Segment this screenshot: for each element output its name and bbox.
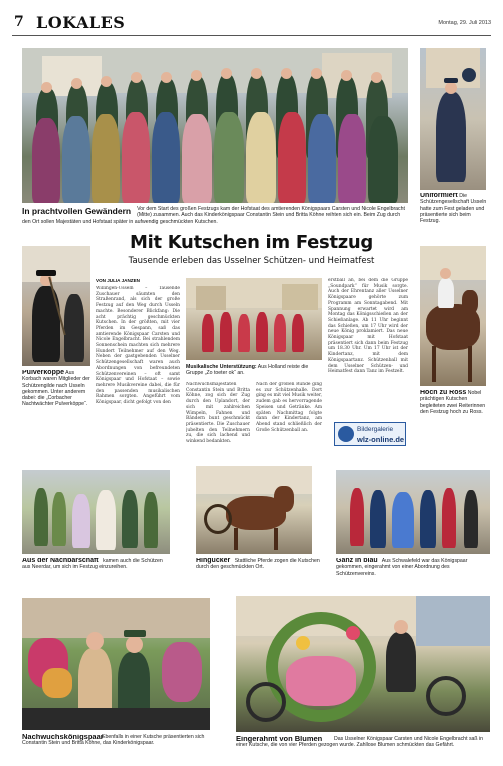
- child-royals-photo: [22, 598, 210, 730]
- pulverkoeppe-caption-text: Aus Korbach waren Mitglieder der Schützengilde nach Usseln gekommen. Unter anderem dabei: die „Corbacher Nachtwächter Pulverköppe“.: [22, 370, 90, 408]
- band-caption: [186, 364, 322, 378]
- article-column-1: Willingen-Usseln – Tausende Zuschauer säumten den Straßenrand, als sich der große Festzug auf den Weg durch Usseln machte. Besonderer Blickfang: Die acht prächtig geschmückten Kutschen. In der größten, mit vier Pferden im Gespann, saß das amtierende Königspaar Carsten und Nicole Engelbracht. Bei strahlendem Sonnenschein machten sich mehrere Hundert Teilnehmer auf den Weg. Neben der gastgebenden Usselner Schützengesellschaft waren auch Abordnungen von befreundeten Schützenvereinen – oft samt Königspaar und Hofstaat – sowie mehrere Musikvereine dabei, die für den passenden musikalischen Rahmen sorgten. Angeführt vom Königspaar, dicht gefolgt von den: [96, 286, 180, 406]
- band-caption-title: Musikalische Unterstützung:: [186, 364, 257, 370]
- horses-caption-text: Stattliche Pferde zogen die Kutschen durch den geschmückten Ort.: [196, 558, 320, 571]
- blue-caption-text: Aus Schwalefeld war das Königspaar gekommen, eingerahmt von einer Abordnung des Schützenvereins.: [336, 558, 468, 577]
- header-rule: [12, 35, 491, 36]
- article-headline: Mit Kutschen im Festzug: [129, 232, 374, 253]
- gallery-link-box[interactable]: [334, 422, 406, 446]
- uniform-photo: [420, 48, 486, 190]
- article-byline: VON JULIA JANZEN: [96, 278, 140, 283]
- uniform-caption-text: Die Schützengesellschaft Usseln hatte zum Fest geladen und präsentierte sich beim Festzug.: [420, 193, 487, 223]
- article-column-3: erstball an, bei dem die Gruppe „Soundpark“ für Musik sorgte. Auch der Ehrentanz aller Usselner Königspaare gehörte zum Programm am Sonntagabend. Mit Spannung erwartet wird am Montag das Königsschießen an der Schießanlage. Ab 11 Uhr beginnt das Schießen, um 17 Uhr wird der neue König proklamiert. Das neue Königspaar mit Hofstaat präsentiert sich dann beim Festzug um 18.30 Uhr. Um 17 Uhr ist der Kindertanz, mit dem Königspaartanz. Schützenball mit dem Usselner Schützen- und Heimatfest dann Tanz im Festzelt.: [328, 278, 408, 375]
- flower-carriage-caption-text: Das Usselner Königspaar Carsten und Nicole Engelbracht saß in einer Kutsche, die von vier Pferden gezogen wurde. Zahllose Blumen schmückten das Gefährt.: [236, 736, 484, 749]
- pulverkoeppe-caption: [22, 370, 92, 414]
- pulverkoeppe-photo: [22, 246, 90, 366]
- neighbours-caption-text: kamen auch die Schützen aus Neerdar, um sich im Festzug einzureihen.: [22, 558, 163, 571]
- page-date: Montag, 29. Juli 2013: [438, 20, 491, 26]
- gallery-url[interactable]: wlz-online.de: [357, 435, 405, 444]
- top-caption-text: Vor dem Start des großen Festzugs kam der Hofstaat des amtierenden Königspaars Carsten und Nicole Engelbracht (Mitte) zusammen. Auch das Kinderkönigspaar Constantin Stein und Britta Köhne reihten sich ein. Beim Zug durch den Ort sollen Majestäten und Hofstaat später in aufwendig geschmückten Kutschen.: [22, 206, 405, 225]
- band-caption-text: Aus Holland reiste die Gruppe „Zo toeter ok“ an.: [186, 364, 309, 377]
- gallery-label: Bildergalerie: [357, 426, 394, 433]
- horse-rider-caption: [420, 390, 490, 424]
- uniform-caption-title: Uniformiert: [420, 193, 458, 199]
- child-royals-caption-text: Ebenfalls in einer Kutsche präsentierten sich Constantin Stein und Britta Köhne, das Kinderkönigspaar.: [22, 734, 205, 747]
- neighbours-caption-title: Aus der Nachbarschaft: [22, 558, 99, 564]
- blue-caption-title: Ganz in blau: [336, 558, 378, 564]
- horses-photo: [196, 466, 312, 554]
- horse-rider-caption-text: Nobel prächtigen Kutschen begleiteten zwei Reiterinnen den Festzug hoch zu Ross.: [420, 390, 486, 415]
- uniform-caption: [420, 193, 490, 223]
- article-column-2a: Nachwuchsmajestäten Constantin Stein und Britta Köhne, zog sich der Zug durch den Uplandort, der sich mit zahlreichen Wimpeln, Fahnen und Bändern bunt geschmückt präsentierte. Die Zuschauer jubelten den Teilnehmern zu, die sich lachend und winkend bedankten.: [186, 382, 250, 445]
- horse-rider-caption-title: Hoch zu Ross: [420, 390, 467, 396]
- flower-carriage-photo: [236, 596, 490, 732]
- top-photo-caption: [22, 206, 408, 226]
- article-subheadline: Tausende erleben das Usselner Schützen- und Heimatfest: [128, 256, 375, 266]
- article-column-2b: Nach der großen Runde ging es zur Schützenhalle. Dort ging es mit viel Musik weiter, zudem gab es hervorragende Speisen und Getränke. Am späten Nachmittag folgte dann der Kindertanz, am Abend stand schließlich der Große Schützenball an.: [256, 382, 322, 433]
- neighbours-photo: [22, 470, 170, 554]
- top-caption-title: In prachtvollen Gewändern: [22, 206, 132, 216]
- flower-carriage-caption: [236, 736, 492, 762]
- pulverkoeppe-caption-title: Pulverköppe: [22, 370, 65, 376]
- neighbours-caption: [22, 558, 172, 582]
- child-royals-caption: [22, 734, 212, 760]
- page-number: 7: [14, 14, 24, 30]
- blue-photo: [336, 470, 490, 554]
- section-title: LOKALES: [36, 13, 126, 32]
- horses-caption: [196, 558, 324, 582]
- child-royals-caption-title: Nachwuchskönigspaar: [22, 734, 104, 741]
- band-photo: [186, 278, 322, 360]
- horses-caption-title: Hingucker: [196, 558, 231, 564]
- flower-carriage-caption-title: Eingerahmt von Blumen: [236, 736, 323, 743]
- top-group-photo: [22, 48, 408, 203]
- blue-caption: [336, 558, 490, 582]
- horse-rider-photo: [420, 246, 486, 386]
